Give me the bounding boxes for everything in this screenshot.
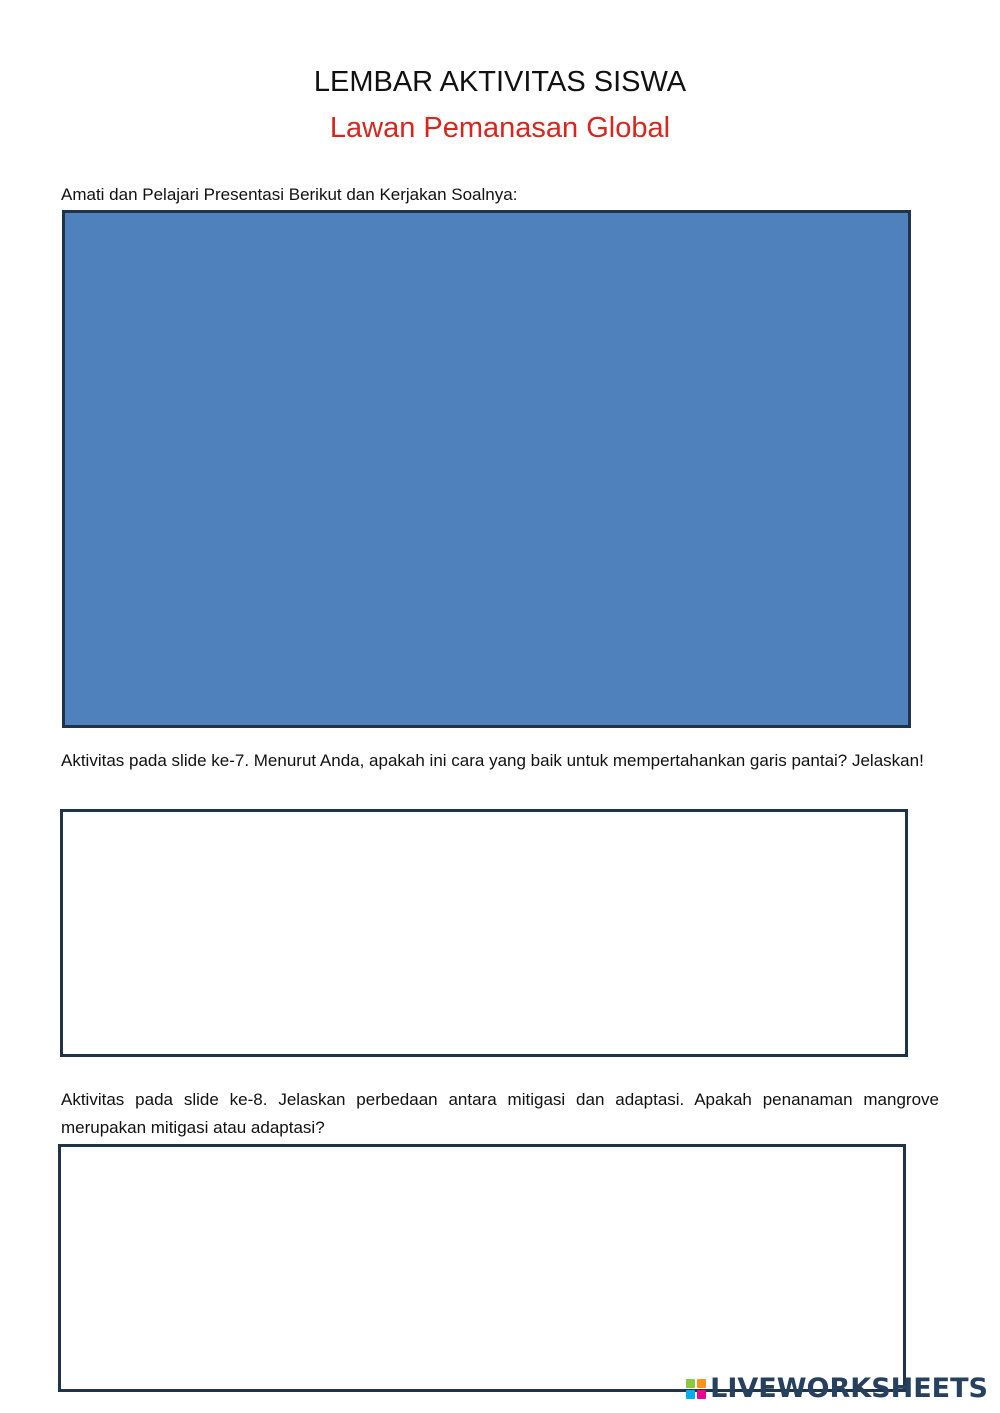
worksheet-subtitle: Lawan Pemanasan Global	[329, 112, 671, 144]
logo-square-orange	[697, 1379, 706, 1388]
logo-square-blue	[686, 1390, 695, 1399]
liveworksheets-logo-icon	[686, 1379, 706, 1399]
logo-square-pink	[697, 1390, 706, 1399]
liveworksheets-logo	[686, 1372, 988, 1406]
worksheet-title: LEMBAR AKTIVITAS SISWA	[313, 66, 687, 98]
question-2-text: Aktivitas pada slide ke-8. Jelaskan perbedaan antara mitigasi dan adaptasi. Apakah penanaman mangrove merupakan mitigasi atau adaptasi?	[61, 1090, 939, 1137]
question-1-text: Aktivitas pada slide ke-7. Menurut Anda, apakah ini cara yang baik untuk mempertahankan garis pantai? Jelaskan!	[61, 751, 924, 770]
presentation-embed[interactable]	[62, 210, 911, 728]
liveworksheets-logo-text: LIVEWORKSHEETS	[710, 1373, 988, 1404]
answer-box-2[interactable]	[58, 1144, 906, 1392]
logo-square-green	[686, 1379, 695, 1388]
answer-box-1[interactable]	[60, 809, 908, 1057]
instruction-text: Amati dan Pelajari Presentasi Berikut dan Kerjakan Soalnya:	[61, 185, 518, 204]
